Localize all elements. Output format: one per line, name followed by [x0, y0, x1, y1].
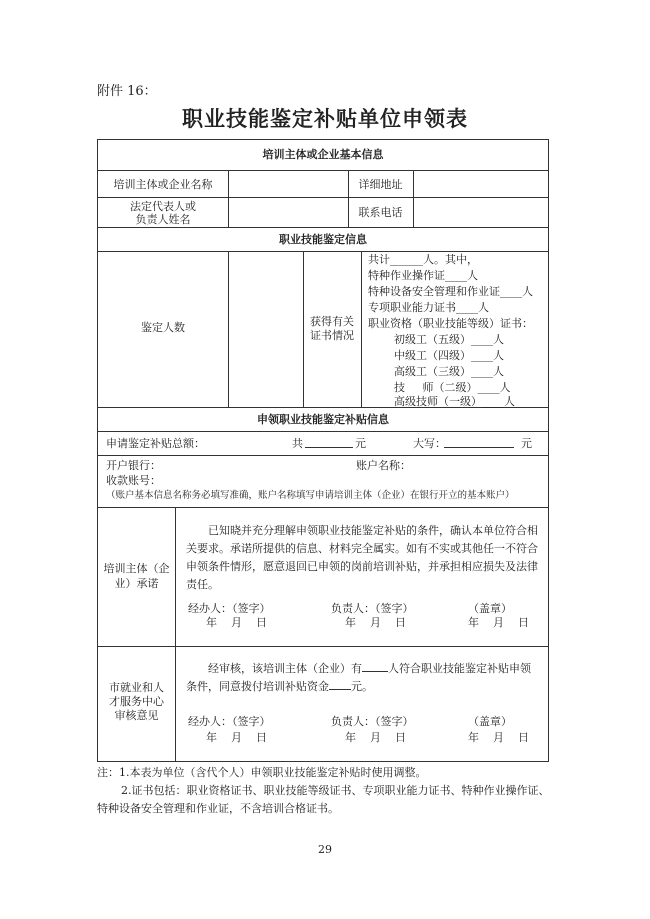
review-label-3: 审核意见 [114, 709, 159, 722]
cert-middle: 中级工（四级）____人 [394, 349, 504, 362]
commitment-text: 已知晓并充分理解申领职业技能鉴定补贴的条件，确认本单位符合相关要求。承诺所提供的信息、材料完全属实。如有不实或其他任一不符合申领条件情形，愿意退回已申领的岗前培训补贴，并承担相应损失及法律责任。 [186, 524, 538, 591]
table-rule [98, 170, 548, 171]
attachment-label: 附件 16： [97, 84, 157, 99]
commitment-handler-signature: 经办人：（签字） [188, 602, 271, 615]
review-seal: （盖章） [468, 715, 512, 728]
review-text-part-3: 元。 [351, 680, 373, 693]
table-rule [98, 507, 548, 508]
cert-status-label: 获得有关 [310, 315, 354, 328]
commitment-date-2: 年 月 日 [345, 616, 406, 629]
table-rule [98, 431, 548, 432]
review-date-2: 年 月 日 [345, 731, 406, 744]
legal-rep-label-2: 负责人姓名 [135, 213, 191, 226]
cert-technician: 技 师（二级）____人 [394, 381, 511, 394]
table-rule [98, 455, 548, 456]
table-rule [98, 227, 548, 228]
account-note: （账户基本信息名称务必填写准确，账户名称填写申请培训主体（企业）在银行开立的基本账户） [106, 490, 515, 501]
subsidy-total-prefix: 共 [292, 437, 303, 450]
review-text-part-1: 经审核，该培训主体（企业）有 [208, 662, 362, 675]
form-title: 职业技能鉴定补贴单位申领表 [182, 106, 468, 131]
review-count-field[interactable] [362, 661, 388, 672]
review-label-2: 才服务中心 [109, 695, 164, 708]
table-rule [413, 170, 414, 227]
review-amount-field[interactable] [329, 679, 351, 690]
cert-junior: 初级工（五级）____人 [394, 333, 504, 346]
review-principal-signature: 负责人：（签字） [331, 715, 414, 728]
subsidy-daxie-field[interactable] [444, 437, 514, 448]
commitment-label: 培训主体（企 [103, 562, 170, 575]
review-text [186, 660, 538, 696]
section-subsidy-info: 申领职业技能鉴定补贴信息 [257, 413, 389, 426]
section-basic-info: 培训主体或企业基本信息 [262, 148, 384, 161]
cert-senior: 高级工（三级）____人 [394, 365, 504, 378]
note-2: 2.证书包括：职业资格证书、职业技能等级证书、专项职业能力证书、特种作业操作证、特种设备安全管理和作业证，不含培训合格证书。 [97, 784, 550, 815]
table-rule [175, 507, 176, 761]
table-rule [98, 197, 548, 198]
legal-rep-label: 法定代表人或 [130, 200, 196, 213]
yuan-label-2: 元 [521, 437, 532, 450]
form-notes [97, 764, 557, 818]
application-form-table [97, 139, 549, 762]
address-label: 详细地址 [358, 178, 403, 191]
table-rule [361, 251, 362, 407]
cert-status-label-2: 证书情况 [310, 329, 354, 342]
yuan-label: 元 [355, 437, 366, 450]
subsidy-total-label: 申请鉴定补贴总额： [106, 437, 205, 450]
review-label: 市就业和人 [109, 681, 164, 694]
review-text-part-2: 人符合职业技能鉴定补贴申领条件，同意拨付培训补贴资金 [186, 662, 531, 693]
org-name-label: 培训主体或企业名称 [113, 178, 213, 191]
table-rule [98, 251, 548, 252]
note-1: 注：1.本表为单位（含代个人）申领职业技能鉴定补贴时使用调整。 [97, 766, 427, 779]
account-name-label: 账户名称： [356, 459, 411, 472]
bank-label: 开户银行： [106, 459, 161, 472]
cert-special-ability: 专项职业能力证书____人 [368, 301, 489, 314]
review-date-3: 年 月 日 [468, 731, 529, 744]
commitment-date-3: 年 月 日 [468, 616, 529, 629]
table-rule [98, 646, 548, 647]
commitment-seal: （盖章） [468, 602, 512, 615]
table-rule [228, 170, 229, 227]
daxie-label: 大写： [413, 437, 446, 450]
cert-qualification: 职业资格（职业技能等级）证书： [368, 317, 533, 330]
cert-senior-technician: 高级技师（一级）____人 [394, 395, 515, 408]
account-number-label: 收款账号： [106, 474, 161, 487]
cert-total: 共计______人。其中， [368, 253, 478, 266]
review-date-1: 年 月 日 [206, 731, 267, 744]
table-rule [228, 251, 229, 407]
commitment-principal-signature: 负责人：（签字） [331, 602, 414, 615]
review-handler-signature: 经办人：（签字） [188, 715, 271, 728]
page-number: 29 [318, 843, 332, 856]
appraisal-count-label: 鉴定人数 [141, 321, 185, 334]
cert-special-operation: 特种作业操作证____人 [368, 269, 478, 282]
subsidy-amount-field[interactable] [305, 437, 353, 448]
phone-label: 联系电话 [358, 206, 403, 219]
commitment-label-2: 业）承诺 [114, 577, 159, 590]
section-appraisal-info: 职业技能鉴定信息 [279, 233, 367, 246]
commitment-date-1: 年 月 日 [206, 616, 267, 629]
cert-special-equipment: 特种设备安全管理和作业证____人 [368, 285, 533, 298]
